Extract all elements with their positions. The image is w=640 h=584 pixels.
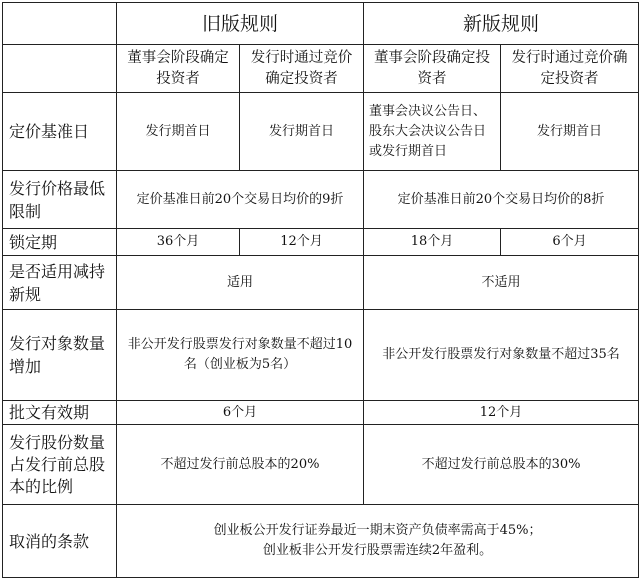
share-ratio-new: 不超过发行前总股本的30%	[364, 425, 639, 505]
approval-validity-old: 6个月	[117, 401, 364, 425]
subheader-corner-cell	[3, 45, 117, 93]
cancelled-term-1: 创业板公开发行证券最近一期末资产负债率需高于45%；	[213, 523, 542, 538]
pricing-base-date-old-board: 发行期首日	[117, 93, 240, 171]
old-version-header: 旧版规则	[117, 3, 364, 45]
pricing-base-date-new-board: 董事会决议公告日、股东大会决议公告日或发行期首日	[364, 93, 501, 171]
issue-targets-new: 非公开发行股票发行对象数量不超过35名	[364, 310, 639, 401]
lockup-old-bid: 12个月	[240, 229, 364, 256]
reduction-rules-row	[3, 256, 639, 310]
cancelled-term-2: 创业板非公开发行股票需连续2年盈利。	[262, 543, 493, 558]
pricing-base-date-new-bid: 发行期首日	[501, 93, 639, 171]
approval-validity-row	[3, 401, 639, 425]
reduction-rules-new: 不适用	[364, 256, 639, 310]
lockup-new-bid: 6个月	[501, 229, 639, 256]
new-board-subheader: 董事会阶段确定投资者	[364, 45, 501, 93]
min-price-new: 定价基准日前20个交易日均价的8折	[364, 171, 639, 229]
issue-targets-old: 非公开发行股票发行对象数量不超过10名（创业板为5名）	[117, 310, 364, 401]
min-price-row	[3, 171, 639, 229]
lockup-new-board: 18个月	[364, 229, 501, 256]
share-ratio-label: 发行股份数量占发行前总股本的比例	[3, 425, 117, 505]
pricing-base-date-row	[3, 93, 639, 171]
header-row	[3, 3, 639, 45]
new-bid-subheader: 发行时通过竞价确定投资者	[501, 45, 639, 93]
subheader-row	[3, 45, 639, 93]
cancelled-terms-label: 取消的条款	[3, 505, 117, 578]
issue-targets-label: 发行对象数量增加	[3, 310, 117, 401]
lockup-label: 锁定期	[3, 229, 117, 256]
min-price-label: 发行价格最低限制	[3, 171, 117, 229]
reduction-rules-label: 是否适用减持新规	[3, 256, 117, 310]
lockup-old-board: 36个月	[117, 229, 240, 256]
pricing-base-date-label: 定价基准日	[3, 93, 117, 171]
rules-comparison-table	[2, 2, 639, 578]
old-bid-subheader: 发行时通过竞价确定投资者	[240, 45, 364, 93]
old-board-subheader: 董事会阶段确定投资者	[117, 45, 240, 93]
corner-cell	[3, 3, 117, 45]
issue-targets-row	[3, 310, 639, 401]
approval-validity-new: 12个月	[364, 401, 639, 425]
cancelled-terms-content	[117, 505, 639, 578]
share-ratio-old: 不超过发行前总股本的20%	[117, 425, 364, 505]
reduction-rules-old: 适用	[117, 256, 364, 310]
share-ratio-row	[3, 425, 639, 505]
lockup-row	[3, 229, 639, 256]
approval-validity-label: 批文有效期	[3, 401, 117, 425]
cancelled-terms-row	[3, 505, 639, 578]
pricing-base-date-old-bid: 发行期首日	[240, 93, 364, 171]
new-version-header: 新版规则	[364, 3, 639, 45]
min-price-old: 定价基准日前20个交易日均价的9折	[117, 171, 364, 229]
